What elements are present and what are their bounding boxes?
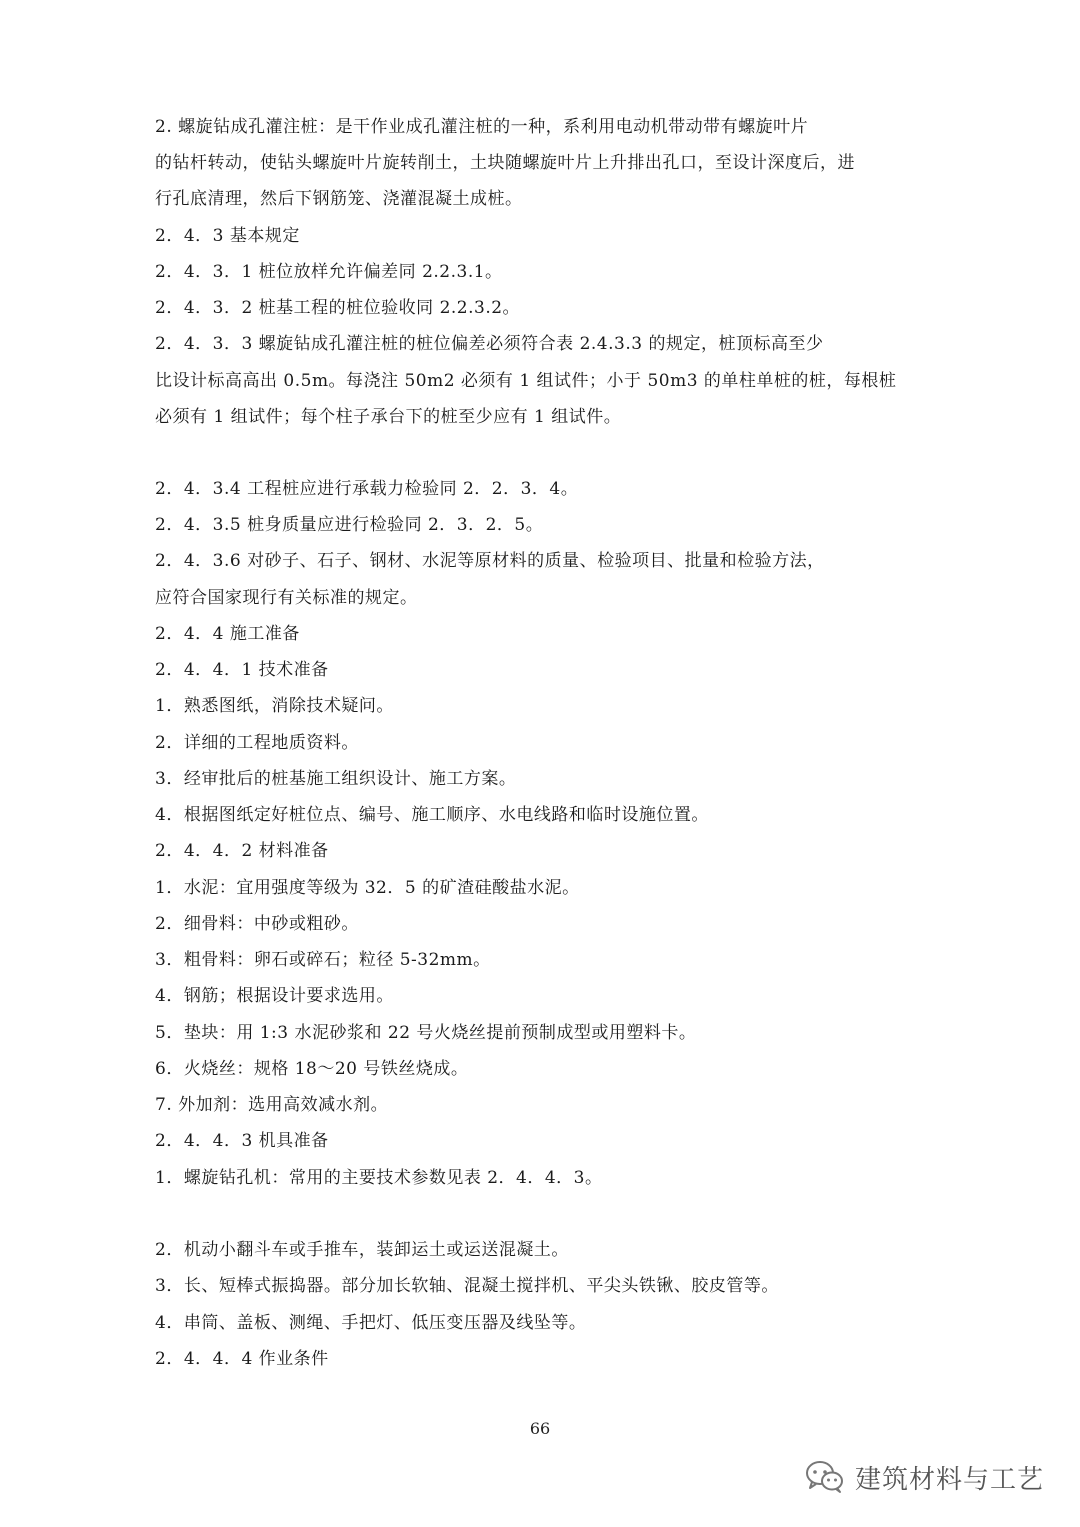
watermark bbox=[805, 1457, 1044, 1497]
list-item: 1．水泥：宜用强度等级为 32．5 的矿渣硅酸盐水泥。 bbox=[155, 878, 580, 898]
section-heading: 2．4．4 施工准备 bbox=[155, 624, 300, 644]
text-line: 应符合国家现行有关标准的规定。 bbox=[155, 588, 418, 608]
watermark-text: 建筑材料与工艺 bbox=[854, 1464, 1044, 1495]
list-item: 3．长、短棒式振捣器。部分加长软轴、混凝土搅拌机、平尖头铁锹、胶皮管等。 bbox=[155, 1276, 779, 1296]
subsection-heading: 2．4．4．1 技术准备 bbox=[155, 660, 329, 680]
list-item: 6．火烧丝：规格 18～20 号铁丝烧成。 bbox=[155, 1059, 469, 1079]
text-line: 2．4．3.6 对砂子、石子、钢材、水泥等原材料的质量、检验项目、批量和检验方法， bbox=[155, 551, 825, 571]
list-item: 4．钢筋；根据设计要求选用。 bbox=[155, 986, 394, 1006]
text-line: 比设计标高高出 0.5m。每浇注 50m2 必须有 1 组试件；小于 50m3 的单柱单桩的桩，每根桩 bbox=[155, 371, 897, 391]
subsection-heading: 2．4．4．4 作业条件 bbox=[155, 1349, 329, 1369]
text-line: 的钻杆转动，使钻头螺旋叶片旋转削土，土块随螺旋叶片上升排出孔口，至设计深度后，进 bbox=[155, 153, 855, 173]
text-line: 2．4．3．1 桩位放样允许偏差同 2.2.3.1。 bbox=[155, 262, 503, 282]
list-item: 3．经审批后的桩基施工组织设计、施工方案。 bbox=[155, 769, 517, 789]
text-line: 2．4．3.5 桩身质量应进行检验同 2．3．2．5。 bbox=[155, 515, 544, 535]
list-item: 2．细骨料：中砂或粗砂。 bbox=[155, 914, 359, 934]
list-item: 4．根据图纸定好桩位点、编号、施工顺序、水电线路和临时设施位置。 bbox=[155, 805, 709, 825]
section-heading: 2．4．3 基本规定 bbox=[155, 226, 300, 246]
list-item: 7. 外加剂：选用高效减水剂。 bbox=[155, 1095, 389, 1115]
list-item: 4．串筒、盖板、测绳、手把灯、低压变压器及线坠等。 bbox=[155, 1313, 587, 1333]
list-item: 5．垫块：用 1:3 水泥砂浆和 22 号火烧丝提前预制成型或用塑料卡。 bbox=[155, 1023, 697, 1043]
list-item: 1．熟悉图纸，消除技术疑问。 bbox=[155, 696, 394, 716]
text-line: 必须有 1 组试件；每个柱子承台下的桩至少应有 1 组试件。 bbox=[155, 407, 622, 427]
text-line: 2. 螺旋钻成孔灌注桩：是干作业成孔灌注桩的一种，系利用电动机带动带有螺旋叶片 bbox=[155, 117, 809, 137]
list-item: 2．详细的工程地质资料。 bbox=[155, 733, 359, 753]
wechat-icon bbox=[805, 1460, 845, 1494]
subsection-heading: 2．4．4．3 机具准备 bbox=[155, 1131, 329, 1151]
text-line: 2．4．3．2 桩基工程的桩位验收同 2.2.3.2。 bbox=[155, 298, 521, 318]
page-number: 66 bbox=[529, 1419, 551, 1438]
text-line: 2．4．3.4 工程桩应进行承载力检验同 2．2．3．4。 bbox=[155, 479, 579, 499]
list-item: 3．粗骨料：卵石或碎石；粒径 5-32mm。 bbox=[155, 950, 491, 970]
text-line: 2．4．3．3 螺旋钻成孔灌注桩的桩位偏差必须符合表 2.4.3.3 的规定，桩顶标高至少 bbox=[155, 334, 824, 354]
list-item: 1．螺旋钻孔机：常用的主要技术参数见表 2．4．4．3。 bbox=[155, 1168, 603, 1188]
list-item: 2．机动小翻斗车或手推车，装卸运土或运送混凝土。 bbox=[155, 1240, 569, 1260]
text-line: 行孔底清理，然后下钢筋笼、浇灌混凝土成桩。 bbox=[155, 189, 523, 209]
subsection-heading: 2．4．4．2 材料准备 bbox=[155, 841, 329, 861]
